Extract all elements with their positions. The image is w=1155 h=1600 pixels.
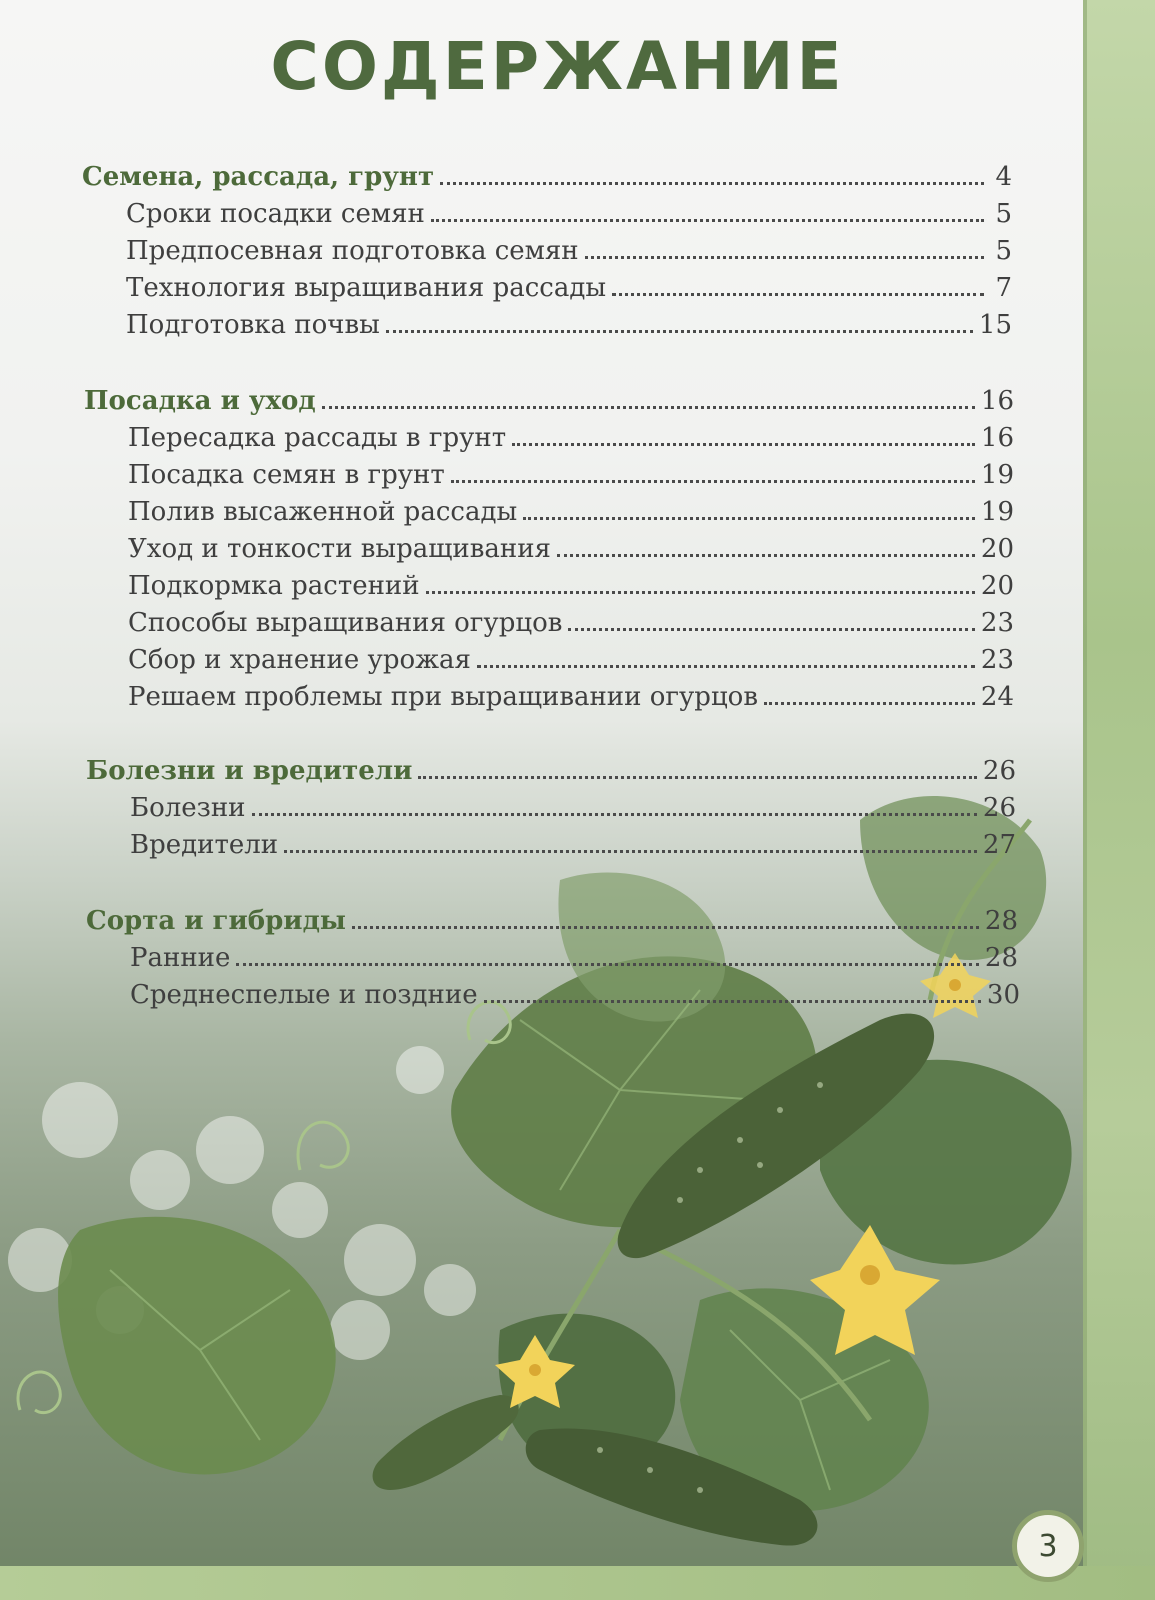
toc-leader-dots xyxy=(352,925,979,929)
toc-entry-title: Предпосевная подготовка семян xyxy=(126,236,579,266)
toc-entry-title: Сбор и хранение урожая xyxy=(128,645,471,675)
toc-entry-title: Способы выращивания огурцов xyxy=(128,608,563,638)
toc-entry[interactable] xyxy=(128,460,1014,496)
toc-page-number: 5 xyxy=(995,199,1012,229)
toc-leader-dots xyxy=(512,442,975,446)
toc-entry[interactable] xyxy=(126,310,1012,346)
toc-page-number: 24 xyxy=(980,682,1014,712)
toc-page-number: 23 xyxy=(980,608,1014,638)
toc-section-heading[interactable] xyxy=(82,162,1012,198)
toc-entry[interactable] xyxy=(130,793,1016,829)
toc-leader-dots xyxy=(612,292,984,296)
toc-entry[interactable] xyxy=(128,534,1014,570)
toc-entry-title: Ранние xyxy=(130,943,231,973)
toc-page-number: 5 xyxy=(995,236,1012,266)
toc-leader-dots xyxy=(523,516,975,520)
toc-entry-title: Болезни xyxy=(130,793,246,823)
toc-section-heading[interactable] xyxy=(84,386,1014,422)
toc-page-number: 28 xyxy=(984,906,1018,936)
toc-section-title: Посадка и уход xyxy=(84,386,316,416)
toc-leader-dots xyxy=(236,962,979,966)
toc-leader-dots xyxy=(252,812,977,816)
toc-leader-dots xyxy=(557,553,975,557)
toc-entry[interactable] xyxy=(128,645,1014,681)
toc-leader-dots xyxy=(477,664,975,668)
toc-page-number: 26 xyxy=(982,793,1016,823)
toc-section-heading[interactable] xyxy=(86,756,1016,792)
page-title: СОДЕРЖАНИЕ xyxy=(270,28,845,105)
toc-entry-title: Вредители xyxy=(130,830,279,860)
toc-page-number: 15 xyxy=(978,310,1012,340)
toc-section-title: Болезни и вредители xyxy=(86,756,413,786)
toc-entry[interactable] xyxy=(128,497,1014,533)
toc-leader-dots xyxy=(764,701,975,705)
toc-entry-title: Технология выращивания рассады xyxy=(126,273,607,303)
toc-page-number: 19 xyxy=(980,460,1014,490)
toc-leader-dots xyxy=(484,999,981,1003)
toc-entry-title: Подкормка растений xyxy=(128,571,420,601)
toc-page-number: 7 xyxy=(995,273,1012,303)
toc-entry-title: Решаем проблемы при выращивании огурцов xyxy=(128,682,758,712)
toc-page-number: 26 xyxy=(982,756,1016,786)
toc-leader-dots xyxy=(426,590,975,594)
toc-page-number: 30 xyxy=(986,980,1020,1010)
toc-section-title: Семена, рассада, грунт xyxy=(82,162,435,192)
toc-leader-dots xyxy=(568,627,975,631)
toc-leader-dots xyxy=(440,181,984,185)
toc-entry[interactable] xyxy=(128,423,1014,459)
toc-entry-title: Пересадка рассады в грунт xyxy=(128,423,507,453)
toc-entry[interactable] xyxy=(130,830,1016,866)
toc-page-number: 20 xyxy=(980,534,1014,564)
toc-leader-dots xyxy=(418,775,977,779)
toc-entry[interactable] xyxy=(126,199,1012,235)
toc-entry[interactable] xyxy=(128,608,1014,644)
toc-page-number: 27 xyxy=(982,830,1016,860)
toc-page-number: 28 xyxy=(984,943,1018,973)
toc-page-number: 19 xyxy=(980,497,1014,527)
toc-page-number: 16 xyxy=(980,423,1014,453)
toc-page-number: 16 xyxy=(980,386,1014,416)
toc-entry[interactable] xyxy=(130,943,1018,979)
toc-leader-dots xyxy=(386,329,973,333)
toc-section-heading[interactable] xyxy=(86,906,1018,942)
toc-leader-dots xyxy=(451,479,975,483)
toc-entry[interactable] xyxy=(130,980,1020,1016)
toc-entry[interactable] xyxy=(126,236,1012,272)
toc-entry-title: Подготовка почвы xyxy=(126,310,380,340)
toc-entry-title: Уход и тонкости выращивания xyxy=(128,534,551,564)
toc-entry[interactable] xyxy=(128,571,1014,607)
toc-entry-title: Среднеспелые и поздние xyxy=(130,980,478,1010)
toc-page-number: 23 xyxy=(980,645,1014,675)
toc-leader-dots xyxy=(431,218,984,222)
toc-section-title: Сорта и гибриды xyxy=(86,906,346,936)
page-number-badge: 3 xyxy=(1012,1510,1084,1582)
toc-leader-dots xyxy=(322,405,975,409)
toc-entry-title: Полив высаженной рассады xyxy=(128,497,518,527)
toc-entry[interactable] xyxy=(126,273,1012,309)
toc-entry-title: Сроки посадки семян xyxy=(126,199,425,229)
toc-page-number: 4 xyxy=(995,162,1012,192)
toc-leader-dots xyxy=(585,255,984,259)
toc-entry[interactable] xyxy=(128,682,1014,718)
toc-page-number: 20 xyxy=(980,571,1014,601)
toc-leader-dots xyxy=(284,849,977,853)
toc-entry-title: Посадка семян в грунт xyxy=(128,460,445,490)
